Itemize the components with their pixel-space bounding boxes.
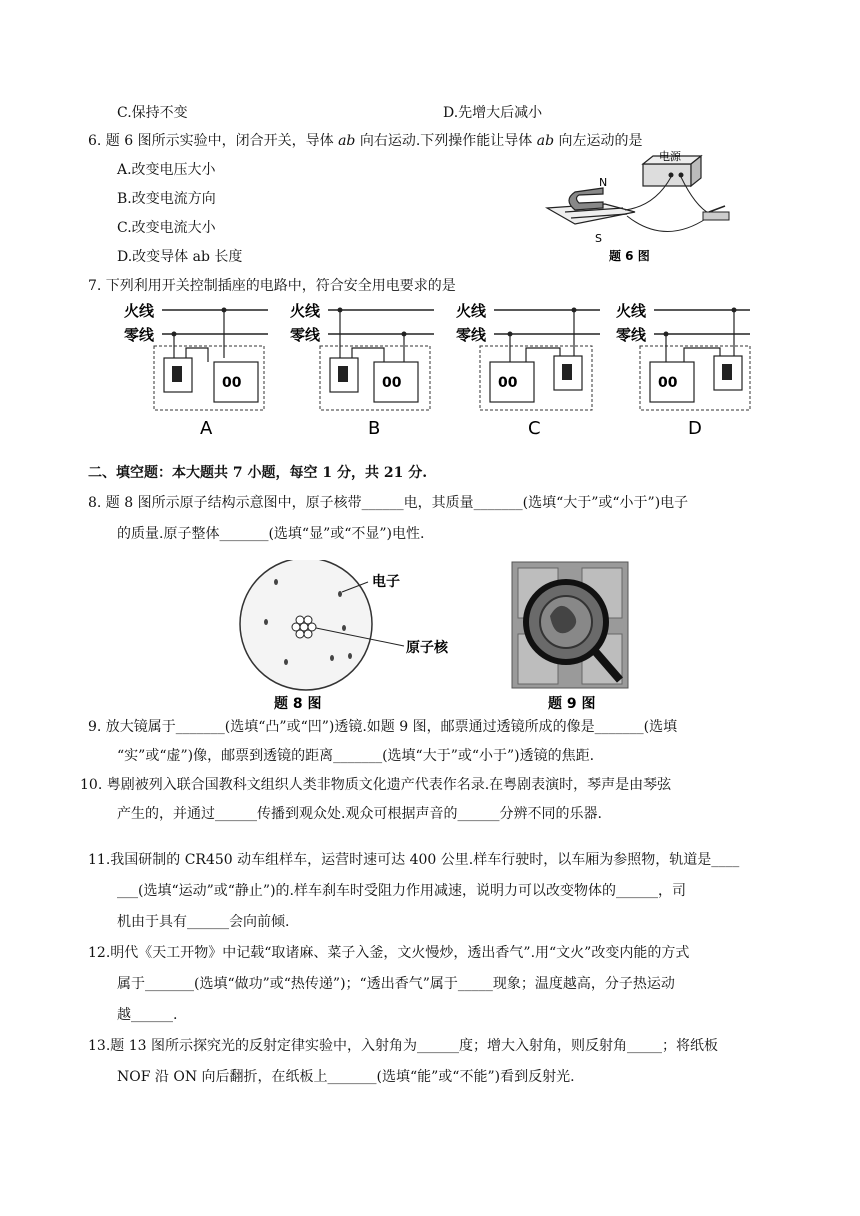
q9-line-1: 9. 放大镜属于_______(选填“凸”或“凹”)透镜.如题 9 图，邮票通过透镜所成的像是_______(选填 — [88, 719, 678, 735]
q6-figure — [535, 146, 745, 270]
q7-stem: 7. 下列利用开关控制插座的电路中，符合安全用电要求的是 — [88, 278, 456, 294]
panel-c-neutral-label: 零线 — [456, 326, 487, 344]
switch-shape — [703, 212, 729, 220]
panel-b-live-label: 火线 — [290, 302, 321, 320]
q11-line-1: 11.我国研制的 CR450 动车组样车，运营时速可达 400 公里.样车行驶时，以车厢为参照物，轨道是____ — [88, 852, 740, 868]
q9-stamp-figure — [510, 560, 630, 712]
q13-line-2: NOF 沿 ON 向后翻折，在纸板上_______(选填“能”或“不能”)看到反射光. — [117, 1069, 575, 1085]
q8-figure-caption: 题 8 图 — [274, 696, 322, 712]
q6-option-c: C.改变电流大小 — [117, 220, 216, 236]
n-label: N — [599, 176, 608, 189]
section-2-title: 二、填空题：本大题共 7 小题，每空 1 分，共 21 分. — [88, 465, 428, 481]
q13-line-1: 13.题 13 图所示探究光的反射定律实验中，入射角为______度；增大入射角，则反射角_____；将纸板 — [88, 1038, 718, 1054]
q8-line-2: 的质量.原子整体_______(选填“显”或“不显”)电性. — [117, 526, 425, 542]
q7-figure — [118, 296, 758, 442]
q6-ab-1: ab — [338, 133, 356, 149]
q6-figure-caption: 题 6 图 — [609, 249, 650, 263]
panel-a-socket: 00 — [222, 375, 242, 391]
q6-stem-part3: 向左运动的是 — [554, 133, 643, 149]
panel-a-label: A — [200, 418, 213, 439]
circuit-panel-d — [616, 302, 750, 439]
q9-line-2: “实”或“虚”)像，邮票到透镜的距离_______(选填“大于”或“小于”)透镜的焦距. — [117, 748, 595, 764]
panel-d-label: D — [688, 418, 702, 439]
panel-d-socket: 00 — [658, 375, 678, 391]
panel-b-socket: 00 — [382, 375, 402, 391]
power-label: 电源 — [659, 150, 681, 163]
q6-stem-part1: 6. 题 6 图所示实验中，闭合开关，导体 — [88, 133, 339, 149]
nucleus-shape — [292, 616, 316, 638]
panel-c-live-label: 火线 — [456, 302, 487, 320]
panel-c-socket: 00 — [498, 375, 518, 391]
circuit-panel-b — [290, 302, 434, 439]
q12-line-3: 越______. — [117, 1007, 178, 1023]
q5-option-d: D.先增大后减小 — [443, 105, 543, 121]
panel-b-label: B — [368, 418, 381, 439]
circuit-panel-c — [456, 302, 600, 439]
panel-a-neutral-label: 零线 — [124, 326, 155, 344]
q9-figure-caption: 题 9 图 — [548, 696, 596, 712]
panel-a-live-label: 火线 — [124, 302, 155, 320]
q6-option-a: A.改变电压大小 — [117, 162, 216, 178]
panel-b-neutral-label: 零线 — [290, 326, 321, 344]
q8-atom-figure — [236, 560, 472, 712]
magnet-shape — [569, 188, 603, 210]
circuit-panel-a — [124, 302, 268, 439]
s-label: S — [595, 232, 602, 245]
panel-c-label: C — [528, 418, 541, 439]
q12-line-2: 属于_______(选填“做功”或“热传递”)；“透出香气”属于_____现象；温度越高，分子热运动 — [117, 976, 675, 992]
panel-d-live-label: 火线 — [616, 302, 647, 320]
q12-line-1: 12.明代《天工开物》中记载“取诸麻、菜子入釜，文火慢炒，透出香气”.用“文火”改变内能的方式 — [88, 945, 690, 961]
panel-d-neutral-label: 零线 — [616, 326, 647, 344]
q6-stem-part2: 向右运动.下列操作能让导体 — [355, 133, 537, 149]
q6-option-b: B.改变电流方向 — [117, 191, 216, 207]
q5-option-c: C.保持不变 — [117, 105, 188, 121]
nucleus-label: 原子核 — [406, 640, 448, 656]
q11-line-3: 机由于具有______会向前倾. — [117, 914, 290, 930]
q10-line-1: 10. 粤剧被列入联合国教科文组织人类非物质文化遗产代表作名录.在粤剧表演时，琴声是由琴弦 — [80, 777, 672, 793]
q6-option-d: D.改变导体 ab 长度 — [117, 249, 243, 265]
q6-ab-2: ab — [536, 133, 555, 149]
electron-label: 电子 — [372, 574, 400, 590]
q10-line-2: 产生的，并通过______传播到观众处.观众可根据声音的______分辨不同的乐器. — [117, 806, 602, 822]
q11-line-2: ___(选填“运动”或“静止”)的.样车刹车时受阻力作用减速，说明力可以改变物体的______，司 — [117, 883, 687, 899]
q8-line-1: 8. 题 8 图所示原子结构示意图中，原子核带______电，其质量_______(选填“大于”或“小于”)电子 — [88, 495, 689, 511]
